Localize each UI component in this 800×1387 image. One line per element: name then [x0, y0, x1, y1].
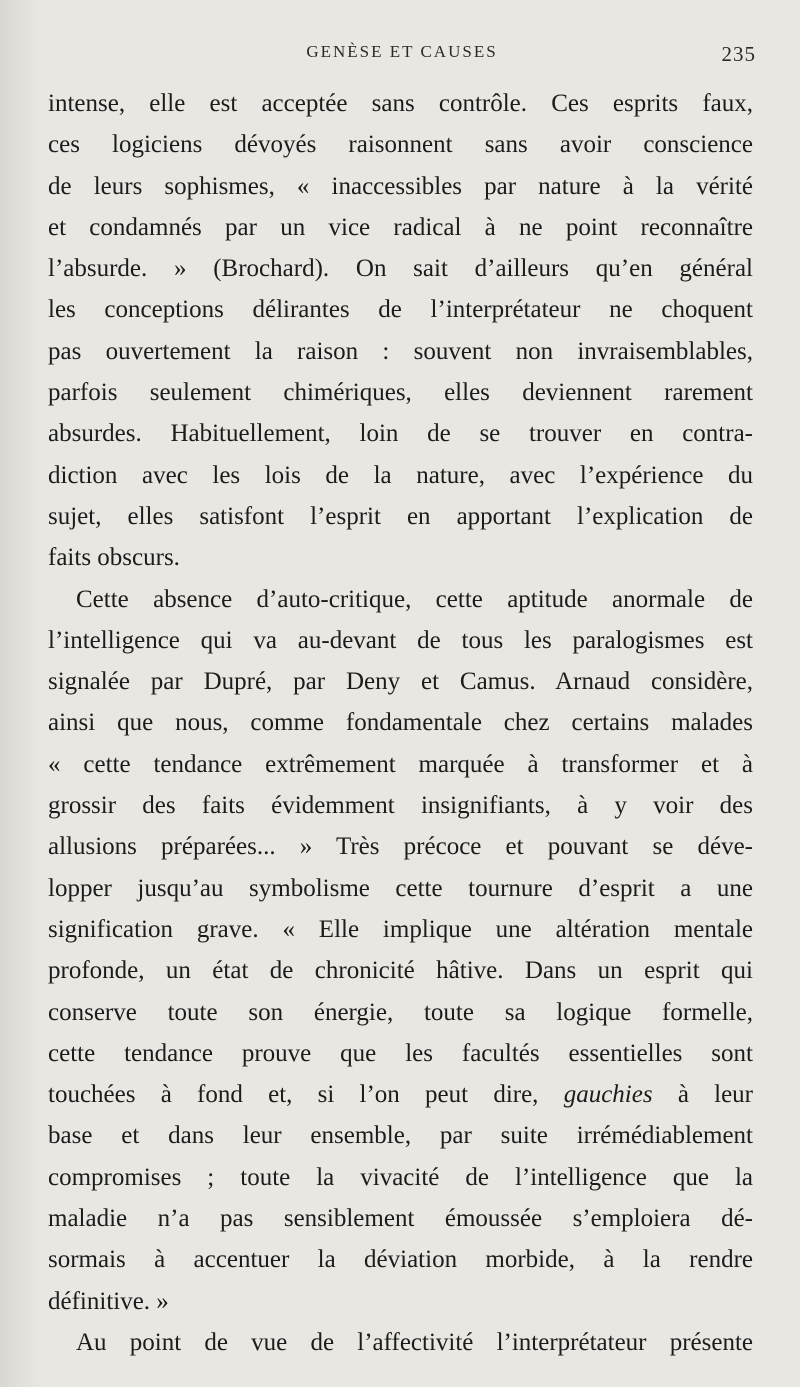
running-title: GENÈSE ET CAUSES: [306, 42, 498, 61]
text-line: et condamnés par un vice radical à ne point reconnaître: [48, 213, 753, 241]
text-line: les conceptions délirantes de l’interprétateur ne choquent: [48, 296, 753, 324]
text-line: sujet, elles satisfont l’esprit en apportant l’explication de: [48, 502, 753, 530]
text-line: Au point de vue de l’affectivité l’interprétateur présente: [76, 1328, 753, 1356]
text-line-with-italic: [48, 1074, 753, 1115]
text-line: parfois seulement chimériques, elles deviennent rarement: [48, 379, 753, 407]
text-line: pas ouvertement la raison : souvent non invraisemblables,: [48, 337, 753, 365]
text-line: diction avec les lois de la nature, avec l’expérience du: [48, 461, 753, 489]
text-line: conserve toute son énergie, toute sa logique formelle,: [48, 998, 753, 1026]
text-line: l’intelligence qui va au-devant de tous les paralogismes est: [48, 626, 753, 654]
text-line: cette tendance prouve que les facultés essentielles sont: [48, 1039, 753, 1067]
text-line: maladie n’a pas sensiblement émoussée s’emploiera dé-: [48, 1205, 753, 1233]
text-line: intense, elle est acceptée sans contrôle. Ces esprits faux,: [48, 90, 753, 117]
text-line: profonde, un état de chronicité hâtive. Dans un esprit qui: [48, 957, 753, 985]
text-line: l’absurde. » (Brochard). On sait d’ailleurs qu’en général: [48, 255, 753, 283]
text-line: Cette absence d’auto-critique, cette aptitude anormale de: [76, 585, 753, 613]
body-text: [48, 83, 753, 1363]
text-line: lopper jusqu’au symbolisme cette tournure d’esprit a une: [48, 874, 753, 902]
text-line: compromises ; toute la vivacité de l’intelligence que la: [48, 1163, 753, 1191]
text-line: ainsi que nous, comme fondamentale chez certains malades: [48, 709, 753, 737]
text-line: base et dans leur ensemble, par suite irrémédiablement: [48, 1122, 753, 1150]
page-number: 235: [721, 42, 756, 66]
text-line: de leurs sophismes, « inaccessibles par nature à la vérité: [48, 172, 753, 200]
text-line: ces logiciens dévoyés raisonnent sans avoir conscience: [48, 131, 753, 159]
text-line: sormais à accentuer la déviation morbide, à la rendre: [48, 1246, 753, 1274]
italic-word: gauchies: [563, 1081, 653, 1109]
line-text-end: à leur: [677, 1081, 753, 1109]
text-line: signalée par Dupré, par Deny et Camus. Arnaud considère,: [48, 668, 753, 696]
text-line: allusions préparées... » Très précoce et pouvant se déve-: [48, 833, 753, 861]
text-line: « cette tendance extrêmement marquée à transformer et à: [48, 750, 753, 778]
running-head: [48, 42, 756, 72]
text-line: signification grave. « Elle implique une altération mentale: [48, 915, 753, 943]
line-text: touchées à fond et, si l’on peut dire,: [48, 1081, 539, 1109]
text-line: définitive. »: [48, 1287, 169, 1315]
text-line: faits obscurs.: [48, 544, 180, 572]
text-line: grossir des faits évidemment insignifiants, à y voir des: [48, 792, 753, 820]
text-line: absurdes. Habituellement, loin de se trouver en contra-: [48, 420, 753, 448]
